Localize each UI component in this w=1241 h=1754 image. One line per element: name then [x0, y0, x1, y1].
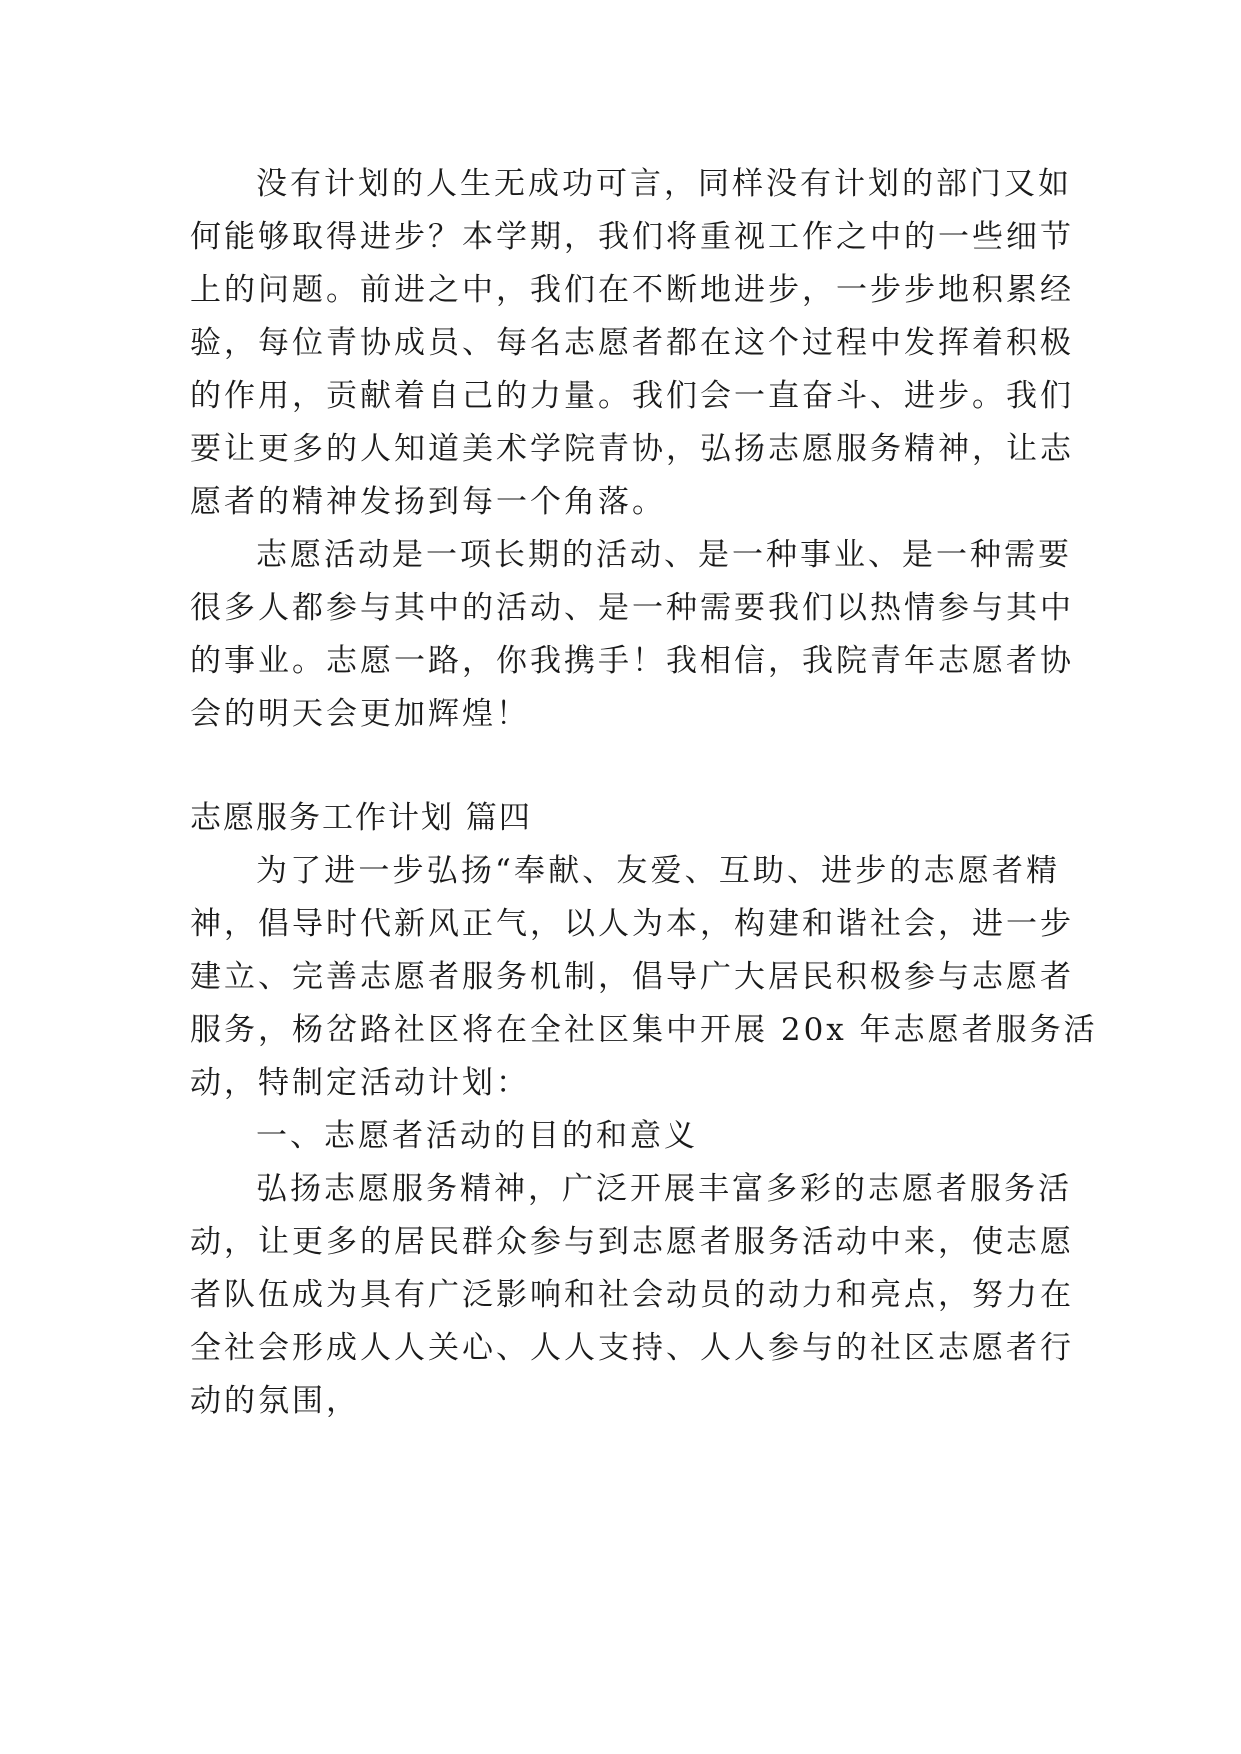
text-line: 何能够取得进步？本学期，我们将重视工作之中的一些细节	[190, 219, 1074, 255]
text-line: 全社会形成人人关心、人人支持、人人参与的社区志愿者行	[190, 1330, 1074, 1366]
text-line: 建立、完善志愿者服务机制，倡导广大居民积极参与志愿者	[190, 959, 1074, 995]
document-page	[190, 0, 1098, 1754]
text-line: 为了进一步弘扬“奉献、友爱、互助、进步的志愿者精	[256, 853, 1060, 889]
section-heading: 志愿服务工作计划 篇四	[190, 800, 532, 836]
text-line: 要让更多的人知道美术学院青协，弘扬志愿服务精神，让志	[190, 431, 1074, 467]
text-line: 没有计划的人生无成功可言，同样没有计划的部门又如	[256, 166, 1072, 202]
text-line: 上的问题。前进之中，我们在不断地进步，一步步地积累经	[190, 272, 1074, 308]
text-line: 动的氛围，	[190, 1383, 360, 1419]
text-line: 动，让更多的居民群众参与到志愿者服务活动中来，使志愿	[190, 1224, 1074, 1260]
text-line: 的事业。志愿一路，你我携手！我相信，我院青年志愿者协	[190, 643, 1074, 679]
text-line: 神，倡导时代新风正气，以人为本，构建和谐社会，进一步	[190, 906, 1074, 942]
text-line: 很多人都参与其中的活动、是一种需要我们以热情参与其中	[190, 590, 1074, 626]
text-line: 验，每位青协成员、每名志愿者都在这个过程中发挥着积极	[190, 325, 1074, 361]
text-line: 愿者的精神发扬到每一个角落。	[190, 484, 666, 520]
text-line: 者队伍成为具有广泛影响和社会动员的动力和亮点，努力在	[190, 1277, 1074, 1313]
text-line: 服务，杨岔路社区将在全社区集中开展 20x 年志愿者服务活	[190, 1012, 1098, 1048]
text-line: 志愿活动是一项长期的活动、是一种事业、是一种需要	[256, 537, 1072, 573]
subheading: 一、志愿者活动的目的和意义	[256, 1118, 698, 1154]
text-line: 会的明天会更加辉煌！	[190, 696, 530, 732]
text-line: 动，特制定活动计划：	[190, 1065, 530, 1101]
text-line: 弘扬志愿服务精神，广泛开展丰富多彩的志愿者服务活	[256, 1171, 1072, 1207]
text-line: 的作用，贡献着自己的力量。我们会一直奋斗、进步。我们	[190, 378, 1074, 414]
